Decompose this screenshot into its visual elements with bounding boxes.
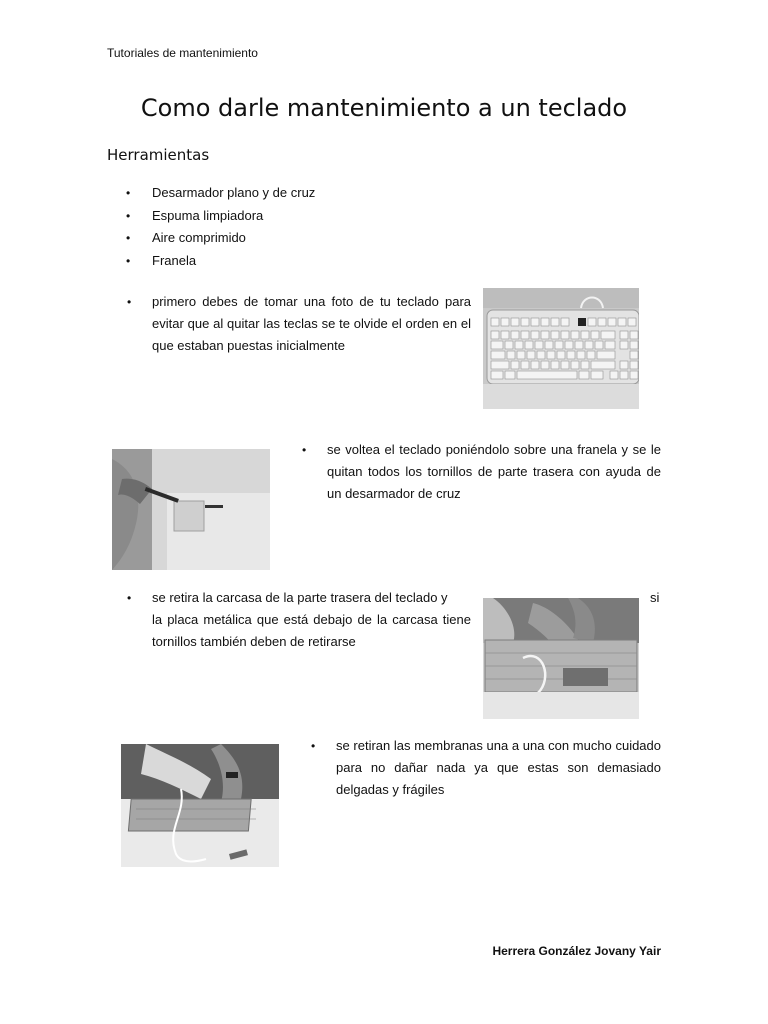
tool-label: Franela (152, 252, 197, 268)
document-title: Como darle mantenimiento a un teclado (140, 94, 628, 122)
bullet: • (126, 231, 131, 245)
list-item (126, 250, 315, 273)
membranes-photo (121, 744, 279, 867)
step-2-label: se voltea el teclado poniéndolo sobre una franela y se le quitan todos los tornillos de parte trasera con ayuda de un desarmador de cruz (327, 442, 661, 501)
bullet: • (126, 253, 131, 268)
tools-heading: Herramientas (107, 146, 210, 164)
list-item (126, 227, 315, 250)
step-4-text (311, 735, 661, 801)
step-3-label: se retira la carcasa de la parte trasera del teclado y (152, 590, 448, 605)
step-1-label: primero debes de tomar una foto de tu teclado para evitar que al quitar las teclas se te olvide el orden en el que estaban puestas inicialmente (152, 294, 471, 353)
step-4-label: se retiran las membranas una a una con mucho cuidado para no dañar nada ya que estas son demasiado delgadas y frágiles (336, 738, 661, 797)
screwdriver-photo (112, 449, 270, 570)
keyboard-photo (483, 288, 639, 409)
step-1-text (127, 291, 471, 357)
tools-list (126, 182, 315, 272)
bullet: • (126, 186, 131, 200)
list-item (126, 182, 315, 205)
bullet: • (127, 295, 132, 309)
tool-label: Espuma limpiadora (152, 207, 264, 223)
bullet: • (302, 443, 307, 457)
running-header: Tutoriales de mantenimiento (107, 46, 258, 60)
list-item (126, 205, 315, 228)
step-3-trailing: si (650, 590, 660, 605)
step-3-label-continued: la placa metálica que está debajo de la carcasa tiene tornillos también deben de retirarse (152, 612, 471, 649)
tool-label: Desarmador plano y de cruz (152, 185, 316, 200)
step-2-text (302, 439, 661, 505)
metal-plate-photo (483, 598, 639, 719)
bullet: • (311, 739, 316, 753)
tool-label: Aire comprimido (152, 230, 246, 245)
step-3-text (127, 587, 471, 653)
bullet: • (127, 591, 132, 605)
author-footer: Herrera González Jovany Yair (492, 944, 661, 958)
bullet: • (126, 208, 131, 223)
